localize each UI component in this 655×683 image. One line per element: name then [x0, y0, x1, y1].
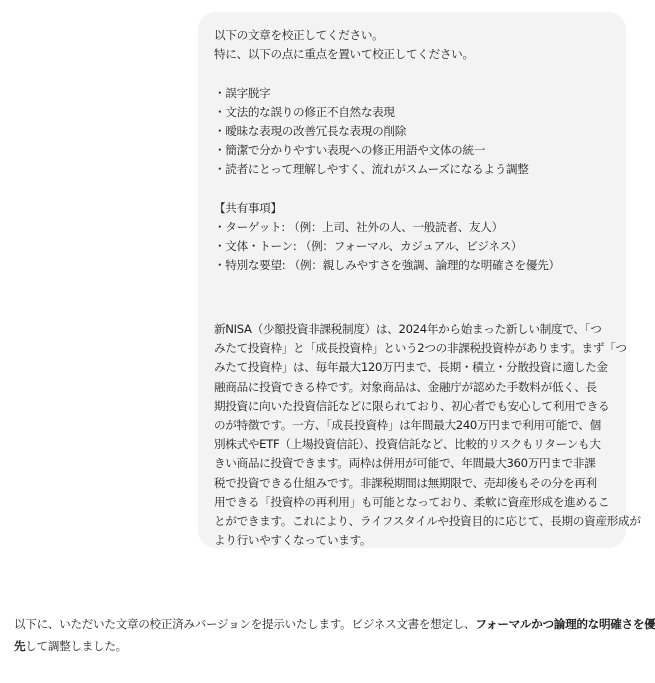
assistant-reply — [14, 613, 655, 657]
body-line: 期投資に向いた投資信託などに限られており、初心者でも安心して利用できる — [214, 398, 610, 413]
body-line: 新NISA（少額投資非課税制度）は、2024年から始まった新しい制度で、「つ — [214, 321, 602, 336]
user-message-bubble — [198, 12, 641, 548]
intro-line: 以下の文章を校正してください。 — [214, 28, 384, 42]
reply-emphasis: 先 — [14, 639, 26, 653]
shared-item: ・文体・トーン: （例：フォーマル、カジュアル、ビジネス） — [214, 239, 523, 254]
focus-point: ・曖昧な表現の改善冗長な表現の削除 — [214, 124, 406, 138]
body-paragraph — [214, 320, 641, 550]
shared-item: ・ターゲット: （例：上司、社外の人、一般読者、友人） — [214, 220, 503, 234]
intro-line: 特に、以下の点に重点を置いて校正してください。 — [214, 47, 474, 62]
focus-point: ・文法的な誤りの修正不自然な表現 — [214, 104, 395, 119]
body-line: 税で投資できる仕組みです。非課税期間は無期限で、売却後もその分を再利 — [214, 475, 597, 490]
blank-line — [214, 180, 610, 199]
body-line: きい商品に投資できます。両枠は併用が可能で、年間最大360万円まで非課 — [214, 456, 596, 471]
body-line: とができます。これにより、ライフスタイルや投資目的に応じて、長期の資産形成が — [214, 514, 641, 529]
focus-point: ・読者にとって理解しやすく、流れがスムーズになるよう調整 — [214, 162, 529, 177]
blank-line — [214, 276, 610, 295]
reply-text: 以下に、いただいた文章の校正済みバージョンを提示いたします。ビジネス文書を想定し、 — [14, 617, 476, 631]
blank-line — [214, 64, 610, 83]
focus-point: ・誤字脱字 — [214, 85, 271, 100]
body-line: みたて投資枠」は、毎年最大120万円まで、長期・積立・分散投資に適した金 — [214, 360, 608, 375]
body-line: 融商品に投資できる枠です。対象商品は、金融庁が認めた手数料が低く、長 — [214, 379, 597, 394]
reply-text: して調整しました。 — [25, 639, 127, 653]
blank-line — [214, 295, 610, 314]
body-line: 別株式やETF（上場投資信託）、投資信託など、比較的リスクもリターンも大 — [214, 437, 601, 452]
body-line: より行いやすくなっています。 — [214, 533, 372, 548]
body-line: のが特徴です。一方、「成長投資枠」は年間最大240万円まで利用可能で、個 — [214, 418, 601, 432]
body-line: 用できる「投資枠の再利用」も可能となっており、柔軟に資産形成を進めるこ — [214, 494, 610, 509]
body-line: みたて投資枠」と「成長投資枠」という2つの非課税投資枠があります。まず「つ — [214, 341, 627, 356]
focus-point: ・簡潔で分かりやすい表現への修正用語や文体の統一 — [214, 143, 486, 158]
shared-item: ・特別な要望: （例：親しみやすさを強調、論理的な明確さを優先） — [214, 258, 560, 273]
reply-emphasis: フォーマルかつ論理的な明確さを優 — [475, 617, 655, 631]
reply-line — [14, 635, 628, 657]
reply-line — [14, 613, 655, 635]
shared-heading: 【共有事項】 — [214, 200, 282, 215]
